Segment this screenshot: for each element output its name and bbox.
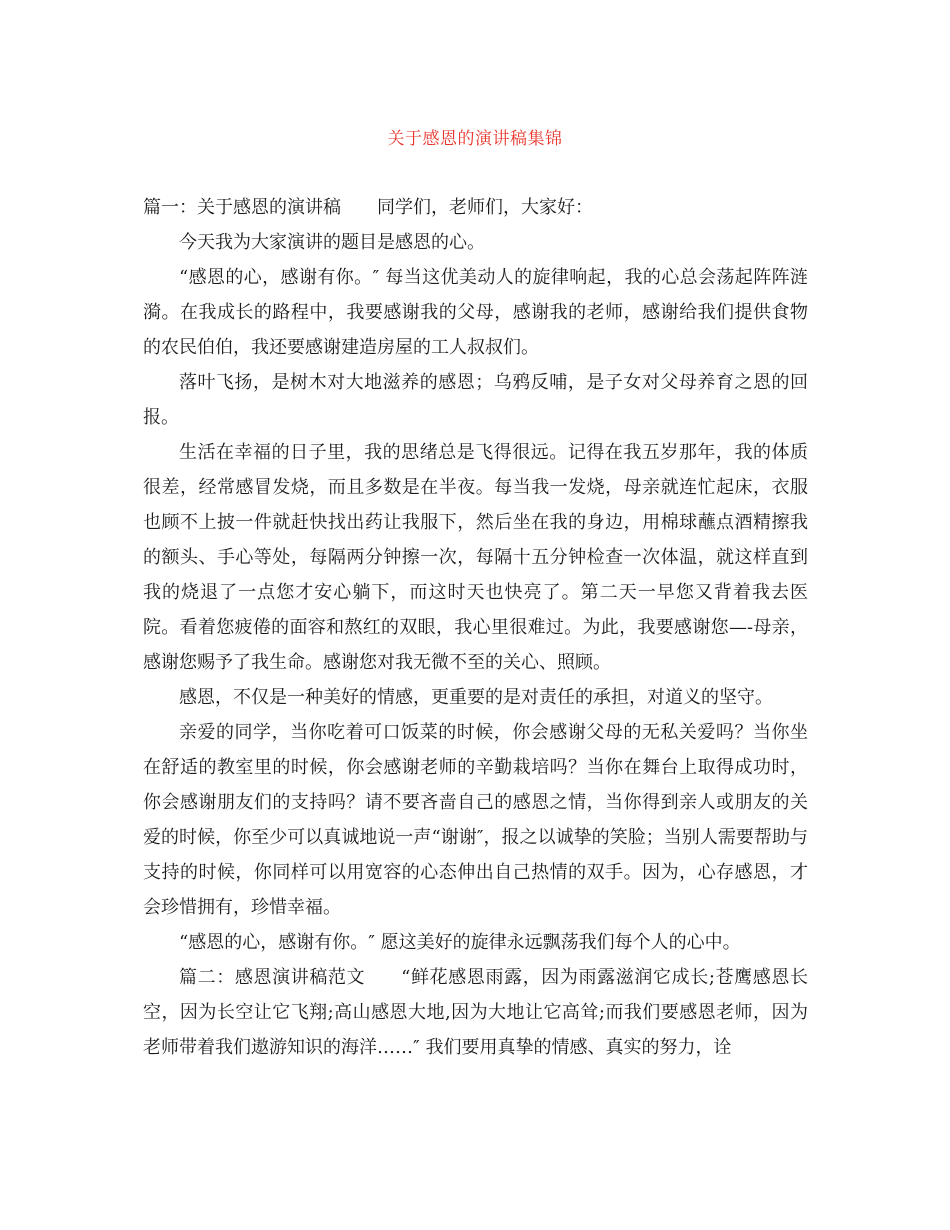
greeting: 同学们，老师们，大家好：	[377, 197, 593, 218]
second-section	[143, 960, 808, 1065]
paragraph: 落叶飞扬，是树木对大地滋养的感恩；乌鸦反哺，是子女对父母养育之恩的回报。	[143, 372, 808, 428]
section-heading-2: 篇二：感恩演讲稿范文	[179, 967, 366, 988]
paragraph: 亲爱的同学，当你吃着可口饭菜的时候，你会感谢父母的无私关爱吗？当你坐在舒适的教室里的时候，你会感谢老师的辛勤栽培吗？当你在舞台上取得成功时，你会感谢朋友们的支持吗？请不要吝啬自己的感恩之情，当你得到亲人或朋友的关爱的时候，你至少可以真诚地说一声“谢谢″，报之以诚挚的笑脸；当别人需要帮助与支持的时候，你同样可以用宽容的心态伸出自己热情的双手。因为，心存感恩，才会珍惜拥有，珍惜幸福。	[143, 722, 808, 918]
document-body	[143, 190, 808, 1065]
paragraph: 感恩，不仅是一种美好的情感，更重要的是对责任的承担，对道义的坚守。	[179, 687, 773, 708]
section-2-text: “鲜花感恩雨露，因为雨露滋润它成长;苍鹰感恩长空，因为长空让它飞翔;高山感恩大地,因为大地让它高耸;而我们要感恩老师，因为老师带着我们遨游知识的海洋……″ 我们要用真挚的情感、真实的努力，诠	[143, 967, 809, 1058]
paragraph: 生活在幸福的日子里，我的思绪总是飞得很远。记得在我五岁那年，我的体质很差，经常感冒发烧，而且多数是在半夜。每当我一发烧，母亲就连忙起床，衣服也顾不上披一件就赶快找出药让我服下，然后坐在我的身边，用棉球蘸点酒精擦我的额头、手心等处，每隔两分钟擦一次，每隔十五分钟检查一次体温，就这样直到我的烧退了一点您才安心躺下，而这时天也快亮了。第二天一早您又背着我去医院。看着您疲倦的面容和熬红的双眼，我心里很难过。为此，我要感谢您—-母亲，感谢您赐予了我生命。感谢您对我无微不至的关心、照顾。	[143, 442, 808, 673]
paragraph: “感恩的心，感谢有你。″ 每当这优美动人的旋律响起，我的心总会荡起阵阵涟漪。在我成长的路程中，我要感谢我的父母，感谢我的老师，感谢给我们提供食物的农民伯伯，我还要感谢建造房屋的工人叔叔们。	[143, 267, 808, 358]
paragraph: “感恩的心，感谢有你。″ 愿这美好的旋律永远飘荡我们每个人的心中。	[179, 932, 741, 953]
section-heading-1: 篇一：关于感恩的演讲稿	[143, 197, 341, 218]
opening-line	[143, 190, 808, 225]
document-title: 关于感恩的演讲稿集锦	[387, 129, 563, 149]
paragraph: 今天我为大家演讲的题目是感恩的心。	[179, 232, 485, 253]
